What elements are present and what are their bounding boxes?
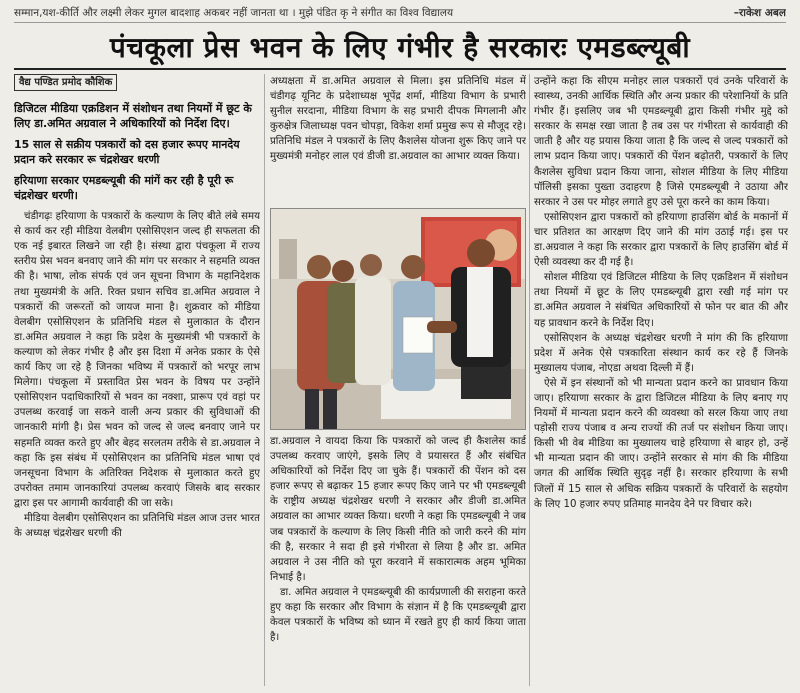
paragraph: डा.अग्रवाल ने वायदा किया कि पत्रकारों को जल्द ही कैशलेस कार्ड उपलब्ध करवाए जाएंगे, इसके लिए वे प्रयासरत हैं और संबंधित अधिकारियों को निर्देश दिए जा चुके हैं। पत्रकारों की पेंशन को दस हजार रूपए से बढ़ाकर 15 हजार रूपए किए जाने पर भी एमडब्ल्यूबी के राष्ट्रीय अध्यक्ष चंद्रशेखर धरणी ने सरकार और डीजी डा.अमित अग्रवाल का आभार व्यक्त किया। धरणी ने कहा कि एमडब्ल्यूबी ने जब जब पत्रकारों के कल्याण के लिए किसी नीति को जारी करने की मांग की है, सरकार ने सदा ही इसे गंभीरता से लिया है और डा. अमित अग्रवाल ने उस नीति को पूरा करवाने में सकारात्मक अहम भूमिका निभाई है। (270, 436, 526, 583)
paragraph: सोशल मीडिया एवं डिजिटल मीडिया के लिए एक्रडिशन में संशोधन तथा नियमों में छूट के लिए एमडब्ल्यूबी द्वारा रखी गई मांग पर डा.अमित अग्रवाल ने संबंधित अधिकारियों से फोन पर बात की और यह प्रावधान करने के निर्देश दिए। (534, 272, 788, 329)
news-photo (270, 208, 526, 430)
top-quote-author: –राकेश अबल (733, 7, 786, 19)
paragraph: मीडिया वेलबीग एसोसिएशन का प्रतिनिधि मंडल आज उत्तर भारत के अध्यक्ष चंद्रशेखर धरणी की (14, 512, 260, 540)
article-column-2-bottom (270, 434, 526, 688)
column-divider (264, 74, 265, 686)
byline: वैद्य पण्डित प्रमोद कौशिक (14, 74, 117, 91)
paragraph: डा. अमित अग्रवाल ने एमडब्ल्यूबी की कार्यप्रणाली की सराहना करते हुए कहा कि सरकार और विभाग के संज्ञान में है कि एमडब्ल्यूबी द्वारा केवल पत्रकारों के भविष्य को ध्यान में रखते हुए ही कार्य किया जाता है। (270, 586, 526, 644)
meeting-photo-illustration (271, 209, 526, 430)
paragraph: एसोसिएशन द्वारा पत्रकारों को हरियाणा हाउसिंग बोर्ड के मकानों में चार प्रतिशत का आरक्षण दिए जाने की मांग उठाई गई। इस पर डा.अग्रवाल ने कहा कि सरकार द्वारा पत्रकारों के लिए हाउसिंग बोर्ड में ऐसी व्यवस्था कर दी गई है। (534, 211, 788, 269)
top-quote-text: सम्मान,यश-कीर्ति और लक्ष्मी लेकर मुगल बादशाह अकबर नहीं जानता था । मुझे पंडित कृ ने संगीत का विश्व विद्यालय (14, 7, 454, 19)
headline-divider (14, 68, 786, 70)
paragraph: उन्होंने कहा कि सीएम मनोहर लाल पत्रकारों एवं उनके परिवारों के स्वास्थ्य, उनकी आर्थिक स्थिति और अन्य प्रकार की परेशानियों के प्रति गंभीर हैं। इसलिए जब भी एमडब्ल्यूबी द्वारा किसी गंभीर मुद्दे को सरकार के समक्ष रखा जाता है तब उस पर गंभीरता से कार्यवाही की जाती है और यह प्रयास किया जाता है कि जल्द से जल्द पत्रकारों को लाभ प्रदान किया जाए। पत्रकारों की पेंशन बढ़ोतरी, पत्रकारों के लिए कैशलेस सुविधा प्रदान किया जाना, सोशल मीडिया के लिए मीडिया पॉलिसी इसका पुख्ता उदाहरण है जिसे एमडब्ल्यूबी ने उठाया और सरकार ने उस पर मोहर लगाते हुए उसे पूरा करने का काम किया। (534, 76, 788, 208)
article-column-2-top (270, 74, 526, 204)
paragraph: अध्यक्षता में डा.अमित अग्रवाल से मिला। इस प्रतिनिधि मंडल में चंडीगढ़ यूनिट के प्रदेशाध्यक्ष भूपेंद्र शर्मा, मीडिया विभाग के प्रभारी सुनील सरदाना, मीडिया विभाग के सह प्रभारी दीपक मिगलानी और कुरुक्षेत्र जिलाध्यक्ष पवन चोपड़ा, विकेश शर्मा प्रमुख रूप से मौजूद रहे। प्रतिनिधि मंडल ने पत्रकारों के लिए कैशलेस योजना शुरू किए जाने पर मुख्यमंत्री मनोहर लाल एवं डीजी डा.अग्रवाल का आभार व्यक्त किया। (270, 76, 526, 163)
subheading: 15 साल से सक्रीय पत्रकारों को दस हजार रूपए मानदेय प्रदान करे सरकार रू चंद्रशेखर धरणी (14, 138, 240, 167)
paragraph: चंडीगढ़ः हरियाणा के पत्रकारों के कल्याण के लिए बीते लंबे समय से कार्य कर रही मीडिया वेलबीग एसोसिएशन जल्द ही सफलता की एक नई इबारत लिखने जा रही है। संस्था द्वारा पंचकूला में राज्य स्तरीय प्रेस भवन बनवाए जाने की मांग पर सरकार ने सहमति व्यक्त की है। भाषा, लोक संपर्क एवं जन सूचना विभाग के महानिदेशक तथा मुख्यमंत्री के अति. रिक्त प्रधान सचिव डा.अमित अग्रवाल ने पत्रकारों की जरूरतों को जायज माना है। शुक्रवार को मीडिया वेलबीग एसोसिएशन के प्रतिनिधि मंडल से मुलाकात के दौरान डा.अमित अग्रवाल ने कहा कि प्रदेश के मुख्यमंत्री भी पत्रकारों के कल्याण को लेकर गंभीर है और इस दिशा में अनेक प्रकार के ऐसे कार्य किए जा रहे है जिनका भविष्य में पत्रकारों को भरपूर लाभ मिलेगा। पंचकूला में प्रस्तावित प्रेस भवन के विषय पर उन्होंने एसोसिएशन पदाधिकारियों से भवन का नक्शा, प्रारूप एवं वहां पर उपलब्ध करवाई जा सकने वाली अन्य प्रकार की सुविधाओं की जानकारी मांगी है। प्रेस भवन को जल्द से जल्द बनवाए जाने पर सहमति व्यक्त करते हुए और बेहद सरलतम तरीके से डा.अग्रवाल ने कहा कि इस संबंध में एसोसिएशन का प्रतिनिधि मंडल भाषा एवं जनसूचना विभाग के अतिरिक्त निदेशक से मुलाकात करते हुए उपरोक्त तमाम जानकारियां उपलब्ध करवाएं जिसके बाद सरकार द्वारा इस पर आगामी कार्यवाही की जा सके। (14, 211, 260, 509)
paragraph: ऐसे में इन संस्थानों को भी मान्यता प्रदान करने का प्रावधान किया जाए। हरियाणा सरकार के द्वारा डिजिटल मीडिया के लिए बनाए गए नियमों में मान्यता प्रदान करने की व्यवस्था को सरल किया जाए तथा पड़ोसी राज्य पंजाब व अन्य राज्यों की तर्ज पर संशोधन किया जाए। किसी भी वेब मीडिया का मुख्यालय चाहे हरियाणा से बाहर हो, उन्हें भी मान्यता प्रदान की जाए। उन्होंने सरकार से मांग की कि मीडिया जगत की आर्थिक स्थिति सुदृढ़ नहीं है। सरकार हरियाणा के सभी जिलों में 15 साल से अधिक सक्रिय पत्रकारों के परिवारों के सहयोग के लिए 10 हजार रुपए प्रतिमाह मानदेय देने पर विचार करे। (534, 377, 788, 510)
paragraph: एसोसिएशन के अध्यक्ष चंद्रशेखर धरणी ने मांग की कि हरियाणा प्रदेश में अनेक ऐसे पत्रकारिता संस्थान कार्य कर रहे हैं जिनके मुख्यालय पंजाब, नोएडा अथवा दिल्ली में हैं। (534, 332, 788, 374)
top-divider (14, 22, 786, 23)
article-column-3 (534, 74, 788, 688)
subheading: हरियाणा सरकार एमडब्ल्यूबी की मांगें कर रही है पूरी रू चंद्रशेखर धरणी। (14, 174, 234, 203)
top-quote-line (14, 4, 786, 22)
column-divider (529, 74, 530, 686)
page-title: पंचकूला प्रेस भवन के लिए गंभीर है सरकारः एमडब्ल्यूबी (109, 31, 691, 64)
subheading: डिजिटल मीडिया एक्रडिशन में संशोधन तथा नियमों में छूट के लिए डा.अमित अग्रवाल ने अधिकारियों को निर्देश दिए। (14, 102, 252, 131)
article-column-1 (14, 74, 260, 688)
